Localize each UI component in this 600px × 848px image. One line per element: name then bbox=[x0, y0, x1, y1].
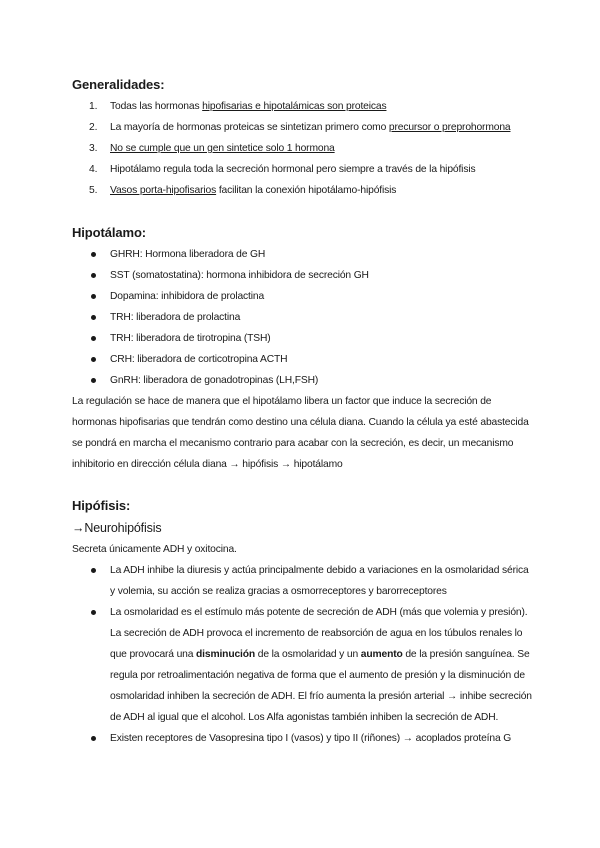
list-item: 4. Hipotálamo regula toda la secreción hormonal pero siempre a través de la hipófisis bbox=[89, 164, 476, 175]
list-item: 5. Vasos porta-hipofisarios facilitan la conexión hipotálamo-hipófisis bbox=[89, 185, 397, 196]
subsection-title-neurohipofisis: →Neurohipófisis bbox=[72, 521, 162, 535]
list-item: CRH: liberadora de corticotropina ACTH bbox=[72, 349, 532, 370]
bullet-icon bbox=[91, 252, 96, 257]
bullet-icon bbox=[91, 294, 96, 299]
bullet-icon bbox=[91, 273, 96, 278]
list-item: Existen receptores de Vasopresina tipo I (vasos) y tipo II (riñones) → acoplados proteína G bbox=[72, 728, 532, 749]
bullet-icon bbox=[91, 568, 96, 573]
document-body bbox=[72, 74, 532, 749]
neurohipofisis-intro: Secreta únicamente ADH y oxitocina. bbox=[72, 544, 237, 555]
list-item: La ADH inhibe la diuresis y actúa principalmente debido a variaciones en la osmolaridad sérica y volemia, su acción se realiza gracias a osmorreceptores y barorreceptores bbox=[72, 560, 532, 602]
bullet-icon bbox=[91, 736, 96, 741]
list-item: La osmolaridad es el estímulo más potente de secreción de ADH (más que volemia y presión). La secreción de ADH provoca el incremento de reabsorción de agua en los túbulos renales lo que provocará una disminución de la osmolaridad y un aumento de la presión sanguínea. Se regula por retroalimentación negativa de forma que el aumento de presión y la disminución de osmolaridad inhiben la secreción de ADH. El frío aumenta la presión arterial → inhibe secreción de ADH al igual que el alcohol. Los Alfa agonistas también inhiben la secreción de ADH. bbox=[72, 602, 532, 728]
section-title-hipotalamo: Hipotálamo: bbox=[72, 225, 147, 240]
list-item: 3. No se cumple que un gen sintetice solo 1 hormona bbox=[89, 143, 335, 154]
hipotalamo-list bbox=[72, 244, 532, 391]
list-item: 2. La mayoría de hormonas proteicas se sintetizan primero como precursor o preprohormona bbox=[89, 122, 511, 133]
list-item: TRH: liberadora de tirotropina (TSH) bbox=[72, 328, 532, 349]
bullet-icon bbox=[91, 315, 96, 320]
generalidades-list bbox=[72, 96, 532, 201]
section-title-generalidades: Generalidades: bbox=[72, 77, 165, 92]
list-item: TRH: liberadora de prolactina bbox=[72, 307, 532, 328]
bullet-icon bbox=[91, 357, 96, 362]
list-item: Dopamina: inhibidora de prolactina bbox=[72, 286, 532, 307]
section-title-hipofisis: Hipófisis: bbox=[72, 498, 131, 513]
list-item: 1. Todas las hormonas hipofisarias e hipotalámicas son proteicas bbox=[89, 101, 387, 112]
hipotalamo-paragraph: La regulación se hace de manera que el hipotálamo libera un factor que induce la secreción de hormonas hipofisarias que tendrán como destino una célula diana. Cuando la célula ya esté abastecida se pondrá en marcha el mecanismo contrario para acabar con la secreción, es decir, un mecanismo inhibitorio en dirección célula diana → hipófisis → hipotálamo bbox=[72, 396, 529, 470]
list-item: SST (somatostatina): hormona inhibidora de secreción GH bbox=[72, 265, 532, 286]
bullet-icon bbox=[91, 610, 96, 615]
list-item: GnRH: liberadora de gonadotropinas (LH,FSH) bbox=[72, 370, 532, 391]
hipofisis-list bbox=[72, 560, 532, 749]
list-item: GHRH: Hormona liberadora de GH bbox=[72, 244, 532, 265]
bullet-icon bbox=[91, 336, 96, 341]
bullet-icon bbox=[91, 378, 96, 383]
